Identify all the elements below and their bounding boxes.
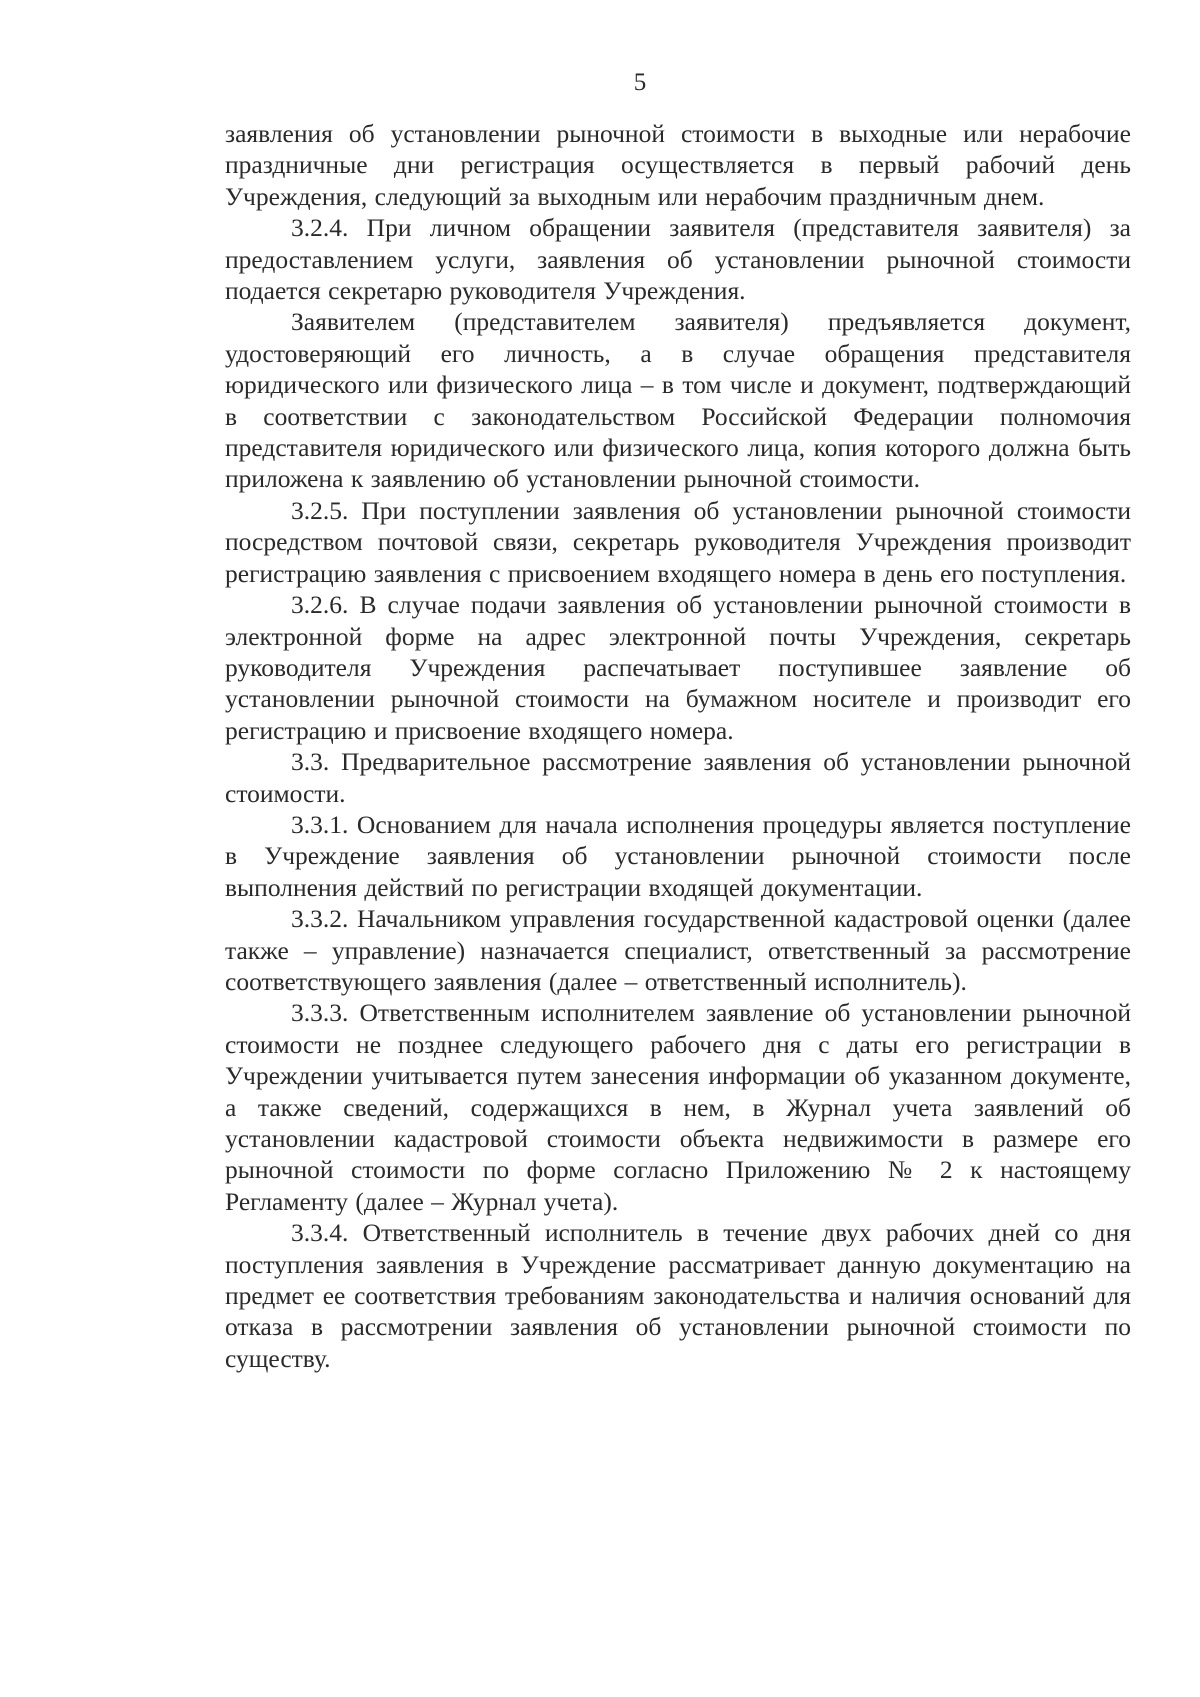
- paragraph-3-3-4: 3.3.4. Ответственный исполнитель в течение двух рабочих дней со дня поступления заявления в Учреждение рассматривает данную документацию на предмет ее соответствия требованиям законодательства и наличия оснований для отказа в рассмотрении заявления об установлении рыночной стоимости по существу.: [225, 1218, 1131, 1373]
- paragraph-3-3-3: 3.3.3. Ответственным исполнителем заявление об установлении рыночной стоимости не позднее следующего рабочего дня с даты его регистрации в Учреждении учитывается путем занесения информации об указанном документе, а также сведений, содержащихся в нем, в Журнал учета заявлений об установлении кадастровой стоимости объекта недвижимости в размере его рыночной стоимости по форме согласно Приложению № 2 к настоящему Регламенту (далее – Журнал учета).: [225, 998, 1131, 1216]
- paragraph-continuation: заявления об установлении рыночной стоимости в выходные или нерабочие праздничные дни регистрация осуществляется в первый рабочий день Учреждения, следующий за выходным или нерабочим праздничным днем.: [225, 119, 1131, 211]
- paragraph-3-2-6: 3.2.6. В случае подачи заявления об установлении рыночной стоимости в электронной форме на адрес электронной почты Учреждения, секретарь руководителя Учреждения распечатывает поступившее заявление об установлении рыночной стоимости на бумажном носителе и производит его регистрацию и присвоение входящего номера.: [225, 590, 1131, 745]
- paragraph-3-3-2: 3.3.2. Начальником управления государственной кадастровой оценки (далее также – управление) назначается специалист, ответственный за рассмотрение соответствующего заявления (далее – ответственный исполнитель).: [225, 904, 1131, 996]
- paragraph-3-3-1: 3.3.1. Основанием для начала исполнения процедуры является поступление в Учреждение заявления об установлении рыночной стоимости после выполнения действий по регистрации входящей документации.: [225, 809, 1131, 902]
- paragraph-3-2-5: 3.2.5. При поступлении заявления об установлении рыночной стоимости посредством почтовой связи, секретарь руководителя Учреждения производит регистрацию заявления с присвоением входящего номера в день его поступления.: [225, 495, 1131, 588]
- document-body: [225, 118, 1131, 1374]
- page-number: 5: [633, 69, 647, 96]
- paragraph-3-3: 3.3. Предварительное рассмотрение заявления об установлении рыночной стоимости.: [225, 747, 1131, 808]
- paragraph-applicant-documents: Заявителем (представителем заявителя) предъявляется документ, удостоверяющий его личность, а в случае обращения представителя юридического или физического лица – в том числе и документ, подтверждающий в соответствии с законодательством Российской Федерации полномочия представителя юридического или физического лица, копия которого должна быть приложена к заявлению об установлении рыночной стоимости.: [225, 307, 1131, 494]
- paragraph-3-2-4: 3.2.4. При личном обращении заявителя (представителя заявителя) за предоставлением услуги, заявления об установлении рыночной стоимости подается секретарю руководителя Учреждения.: [225, 213, 1131, 306]
